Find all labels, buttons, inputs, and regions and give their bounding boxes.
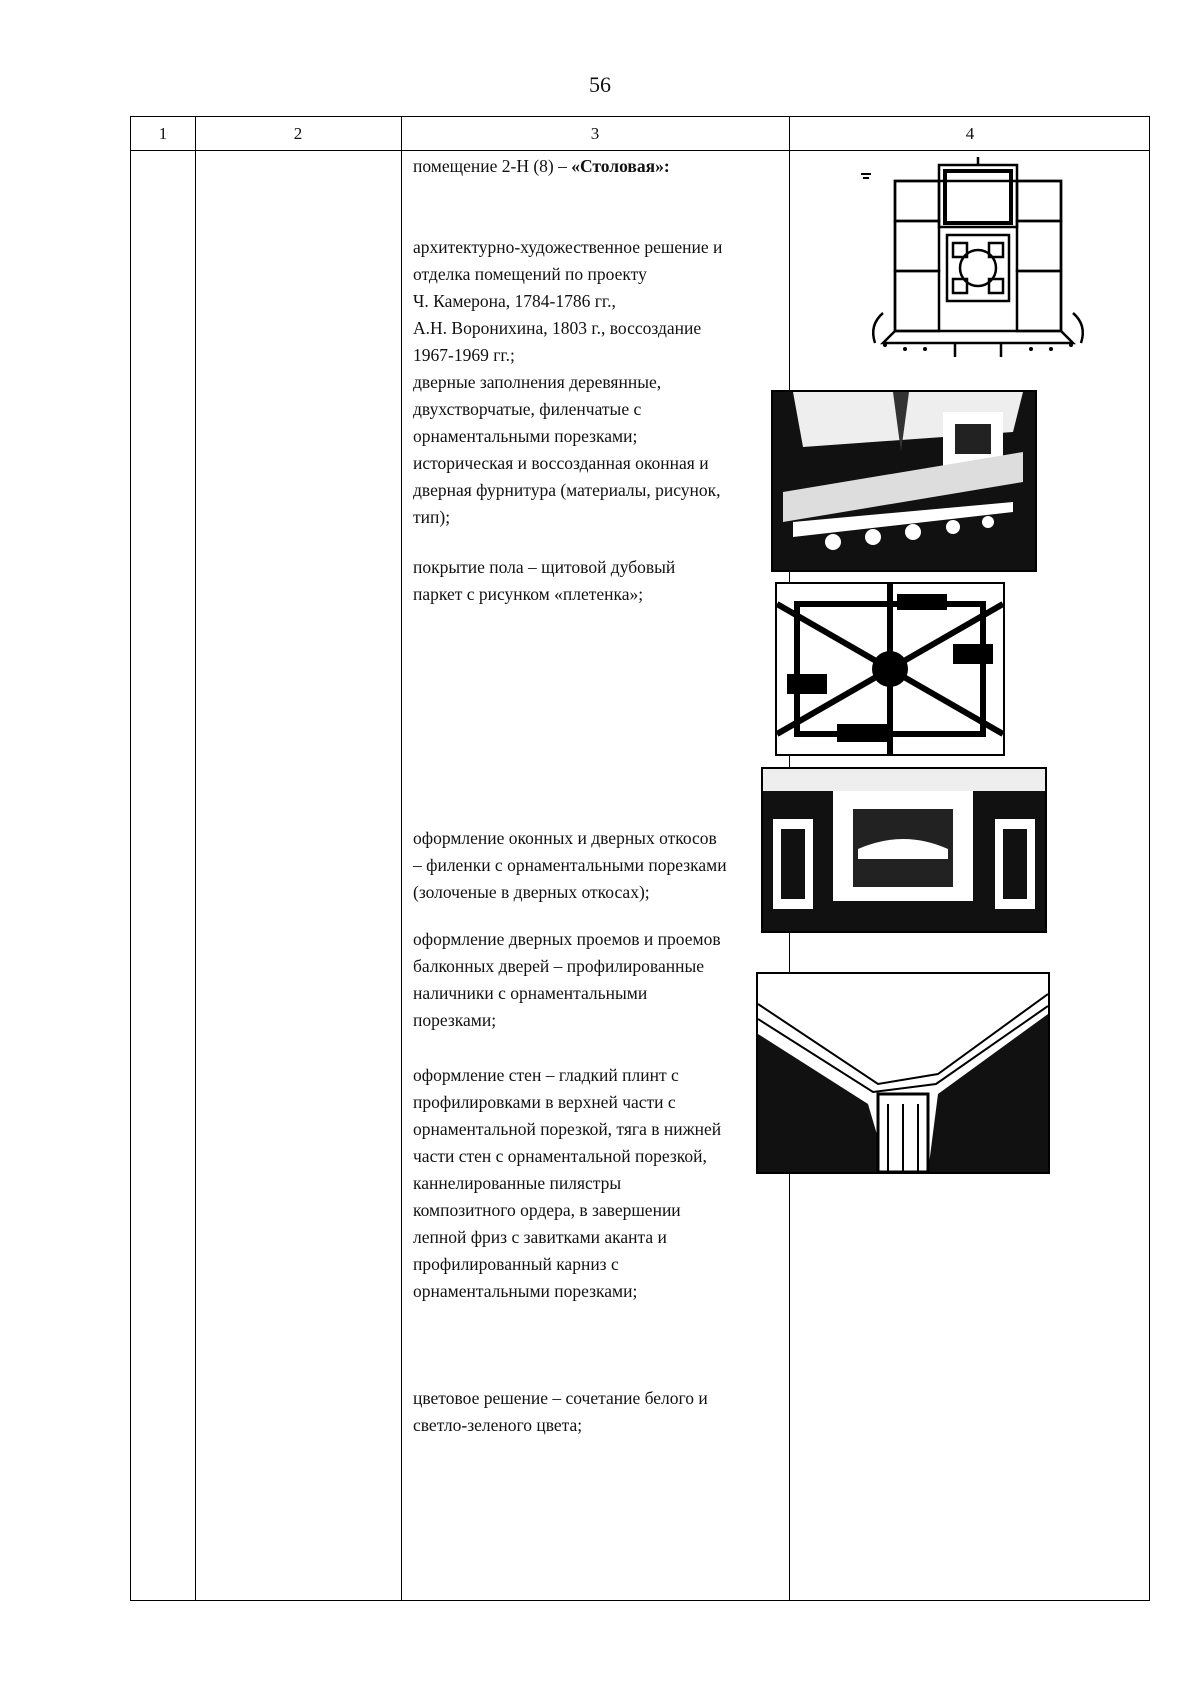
column-header-3: 3 bbox=[590, 124, 600, 143]
column-divider bbox=[195, 117, 196, 1600]
floor-plan-drawing bbox=[855, 153, 1099, 361]
description-block-finishing: архитектурно-художественное решение и отделка помещений по проекту Ч. Камерона, 1784-1786 гг., А.Н. Воронихина, 1803 г., воссоздание 1967-1969 гг.; дверные заполнения деревянные, двухстворчатые, филенчатые с орнаментальными порезками; историческая и воссозданная оконная и дверная фурнитура (материалы, рисунок, тип); bbox=[413, 237, 723, 527]
room-name: «Столовая»: bbox=[571, 156, 670, 176]
wall-cornice-photo bbox=[756, 972, 1050, 1174]
ceiling-chandelier-photo bbox=[775, 582, 1005, 756]
column-header-1: 1 bbox=[158, 124, 168, 143]
description-block-door-openings: оформление дверных проемов и проемов балконных дверей – профилированные наличники с орнаментальными порезками; bbox=[413, 929, 721, 1030]
column-header-2: 2 bbox=[293, 124, 303, 143]
column-divider bbox=[401, 117, 402, 1600]
page-number: 56 bbox=[589, 72, 611, 97]
description-block-floor: покрытие пола – щитовой дубовый паркет с рисунком «плетенка»; bbox=[413, 557, 676, 604]
description-block-color: цветовое решение – сочетание белого и светло-зеленого цвета; bbox=[413, 1388, 708, 1435]
room-heading bbox=[413, 153, 670, 180]
description-block-walls: оформление стен – гладкий плинт с профилировками в верхней части с орнаментальной порезкой, тяга в нижней части стен с орнаментальной порезкой, каннелированные пилястры композитного ордера, в завершении лепной фриз с завитками аканта и профилированный карниз с орнаментальными порезками; bbox=[413, 1065, 722, 1301]
header-divider bbox=[131, 150, 1149, 151]
door-portal-photo bbox=[761, 767, 1047, 933]
description-block-reveals: оформление оконных и дверных откосов – филенки с орнаментальными порезками (золоченые в дверных откосах); bbox=[413, 828, 727, 902]
column-header-4: 4 bbox=[965, 124, 975, 143]
dining-room-photo bbox=[771, 390, 1037, 572]
room-title: помещение 2-Н (8) – bbox=[413, 156, 572, 176]
monument-description-table bbox=[130, 116, 1150, 1601]
